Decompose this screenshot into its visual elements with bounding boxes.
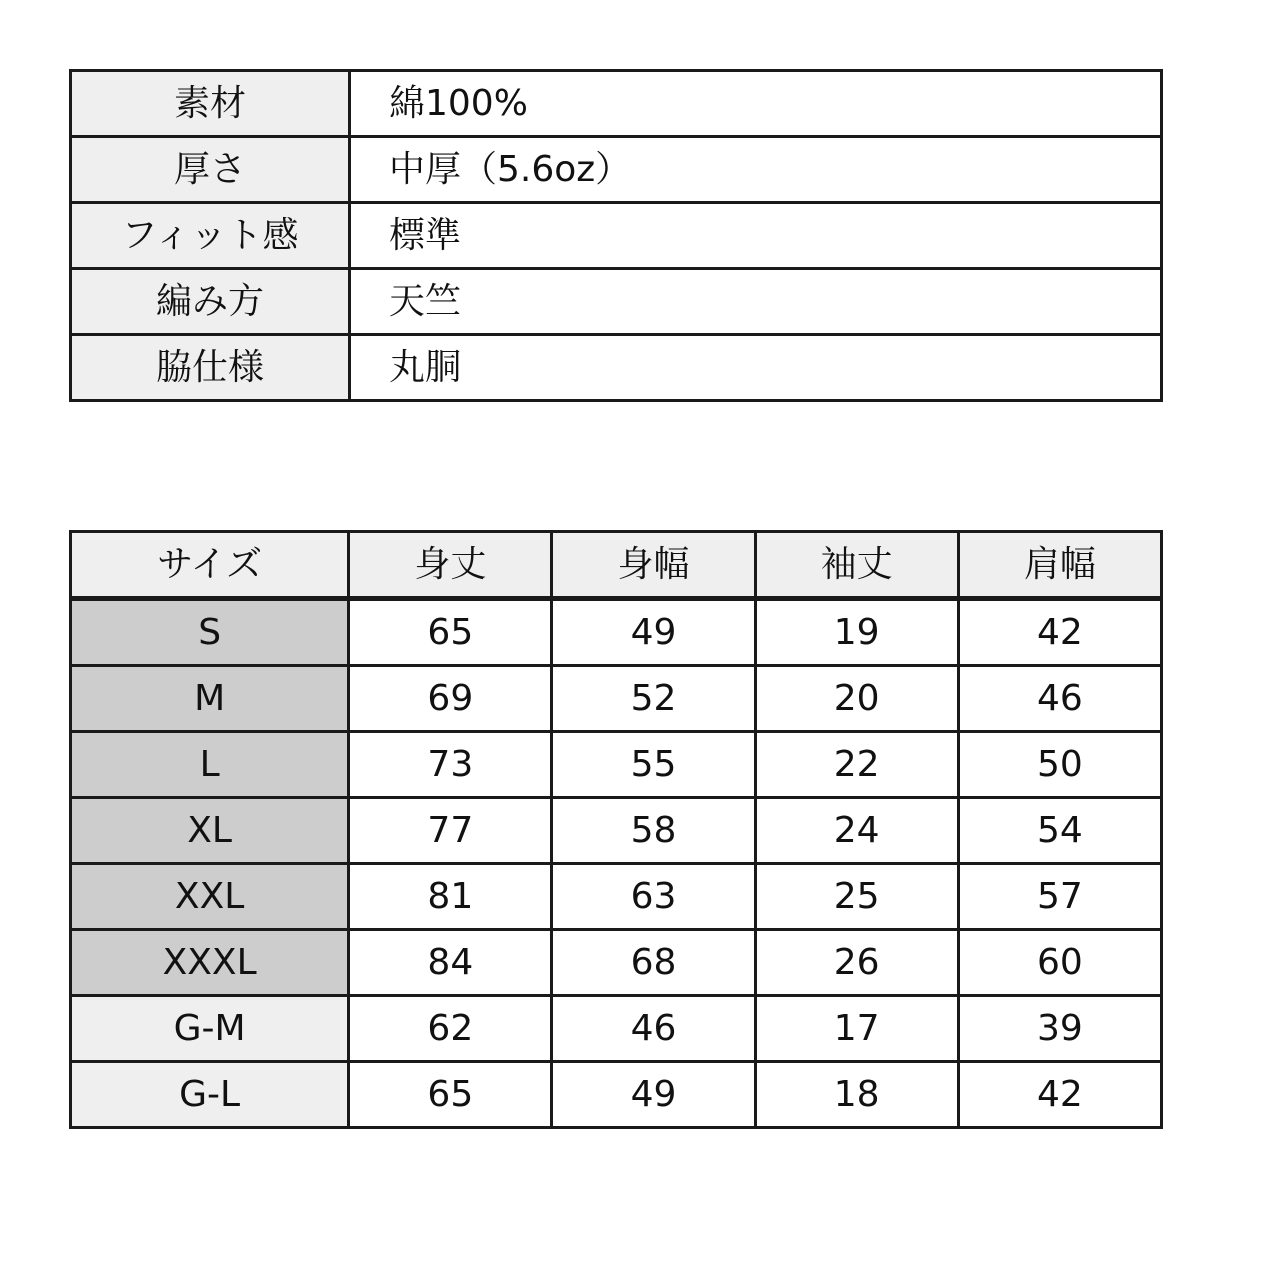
- size-label: G-M: [71, 996, 349, 1062]
- table-row: [71, 1062, 1162, 1128]
- table-cell: 54: [958, 798, 1161, 864]
- table-cell: 60: [958, 930, 1161, 996]
- header-size: サイズ: [71, 532, 349, 598]
- header-sleeve-length: 袖丈: [755, 532, 958, 598]
- size-header-row: [71, 532, 1162, 598]
- header-shoulder-width: 肩幅: [958, 532, 1161, 598]
- table-cell: 49: [552, 600, 755, 666]
- table-cell: 69: [349, 666, 552, 732]
- table-row: [71, 864, 1162, 930]
- spec-row: [71, 203, 1162, 269]
- table-row: [71, 732, 1162, 798]
- spec-value: 標準: [350, 203, 1162, 269]
- table-cell: 77: [349, 798, 552, 864]
- spec-label: 厚さ: [71, 137, 350, 203]
- table-cell: 49: [552, 1062, 755, 1128]
- spec-row: [71, 71, 1162, 137]
- table-row: [71, 996, 1162, 1062]
- spec-label: 脇仕様: [71, 335, 350, 401]
- table-cell: 20: [755, 666, 958, 732]
- header-body-width: 身幅: [552, 532, 755, 598]
- table-cell: 65: [349, 1062, 552, 1128]
- table-cell: 19: [755, 600, 958, 666]
- table-cell: 81: [349, 864, 552, 930]
- table-cell: 58: [552, 798, 755, 864]
- spec-row: [71, 137, 1162, 203]
- table-cell: 17: [755, 996, 958, 1062]
- table-cell: 22: [755, 732, 958, 798]
- table-cell: 42: [958, 1062, 1161, 1128]
- table-cell: 62: [349, 996, 552, 1062]
- table-cell: 84: [349, 930, 552, 996]
- spec-label: 素材: [71, 71, 350, 137]
- table-row: [71, 666, 1162, 732]
- table-cell: 55: [552, 732, 755, 798]
- table-cell: 18: [755, 1062, 958, 1128]
- table-cell: 46: [552, 996, 755, 1062]
- table-cell: 57: [958, 864, 1161, 930]
- spec-label: 編み方: [71, 269, 350, 335]
- spec-value: 丸胴: [350, 335, 1162, 401]
- size-label: M: [71, 666, 349, 732]
- spec-row: [71, 335, 1162, 401]
- table-cell: 46: [958, 666, 1161, 732]
- header-body-length: 身丈: [349, 532, 552, 598]
- spec-row: [71, 269, 1162, 335]
- size-label: XXXL: [71, 930, 349, 996]
- spec-value: 中厚（5.6oz）: [350, 137, 1162, 203]
- table-row: [71, 930, 1162, 996]
- table-cell: 63: [552, 864, 755, 930]
- size-label: G-L: [71, 1062, 349, 1128]
- table-cell: 39: [958, 996, 1161, 1062]
- size-label: XL: [71, 798, 349, 864]
- table-cell: 73: [349, 732, 552, 798]
- table-row: [71, 798, 1162, 864]
- table-row: [71, 600, 1162, 666]
- spec-value: 綿100%: [350, 71, 1162, 137]
- table-cell: 24: [755, 798, 958, 864]
- size-label: L: [71, 732, 349, 798]
- spec-label: フィット感: [71, 203, 350, 269]
- spec-value: 天竺: [350, 269, 1162, 335]
- table-cell: 65: [349, 600, 552, 666]
- table-cell: 52: [552, 666, 755, 732]
- size-table-header: [69, 530, 1163, 599]
- spec-table: [69, 69, 1163, 402]
- size-table-main: [69, 598, 1163, 997]
- table-cell: 50: [958, 732, 1161, 798]
- table-cell: 25: [755, 864, 958, 930]
- size-table-extra: [69, 994, 1163, 1129]
- size-label: XXL: [71, 864, 349, 930]
- table-cell: 68: [552, 930, 755, 996]
- table-cell: 42: [958, 600, 1161, 666]
- size-label: S: [71, 600, 349, 666]
- table-cell: 26: [755, 930, 958, 996]
